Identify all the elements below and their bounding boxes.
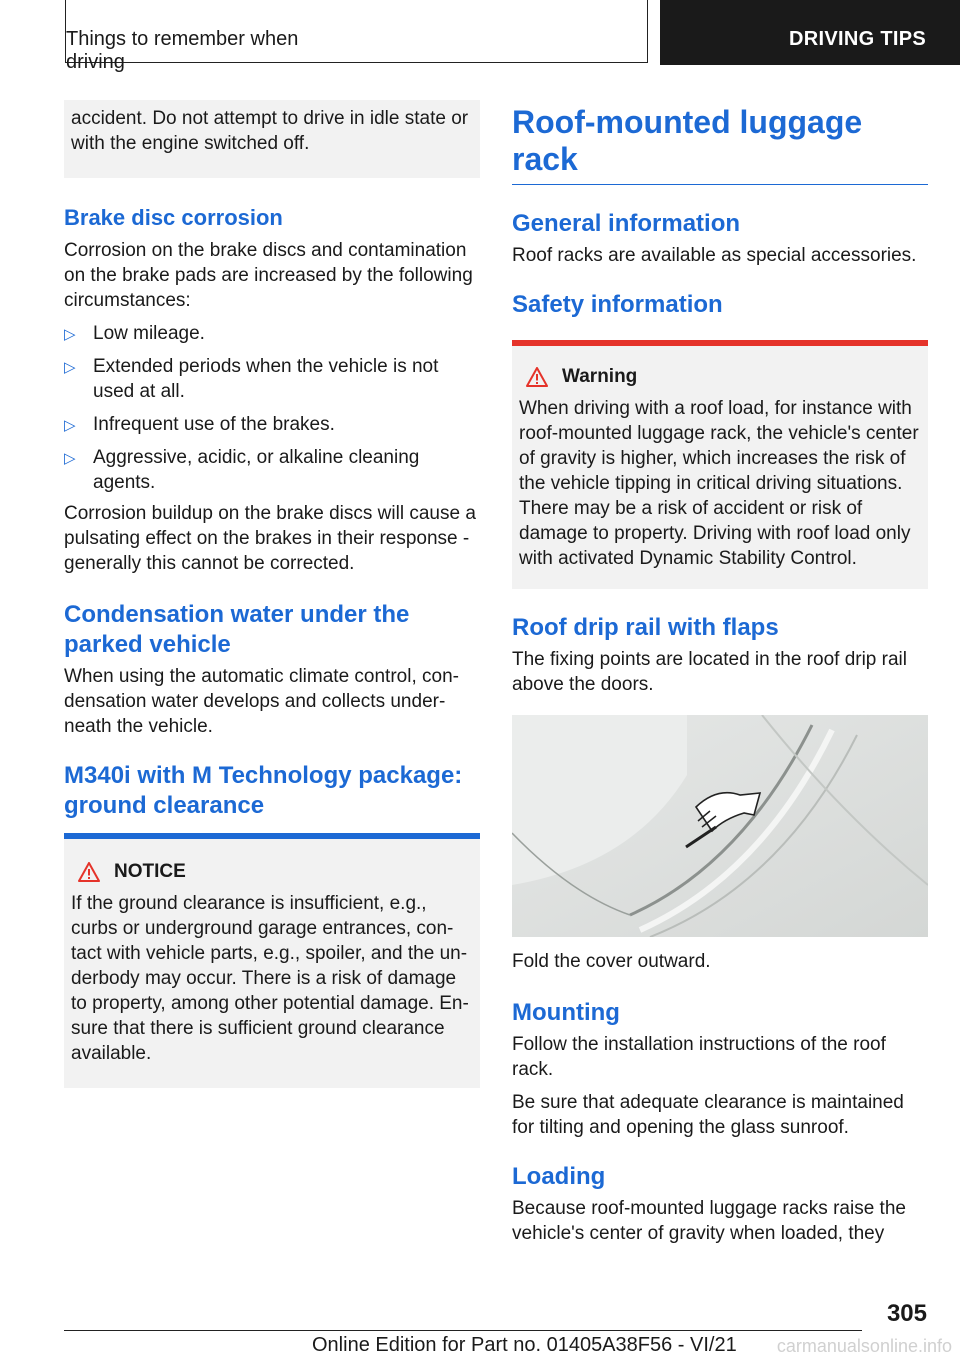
fold-cover-text: Fold the cover outward. <box>512 951 711 972</box>
bullet-triangle-icon: ▷ <box>64 359 76 376</box>
loading-heading: Loading <box>512 1163 606 1190</box>
drip-rail-heading: Roof drip rail with flaps <box>512 614 779 641</box>
notice-text: If the ground clearance is insufficient, e.g., curbs or underground garage entrances, contact with vehicle parts, e.g., spoiler, and the underbody may occur. There is a risk of damage to property, among other potential damage. Ensure that there is sufficient ground clearance available. <box>71 893 469 1064</box>
right-column <box>512 104 928 1246</box>
drip-rail-text: The fixing points are located in the roof drip rail above the doors. <box>512 649 907 695</box>
list-item: ▷ Infrequent use of the brakes. <box>64 412 480 437</box>
loading-text: Because roof-mounted luggage racks raise the vehicle's center of gravity when loaded, they <box>512 1198 906 1244</box>
chapter-title: DRIVING TIPS <box>789 28 926 50</box>
left-column <box>64 100 480 1088</box>
roof-drip-rail-illustration <box>512 715 928 937</box>
watermark: carmanualsonline.info <box>776 1336 952 1356</box>
page-title: Roof-mounted luggage rack <box>512 104 863 177</box>
mounting-text-2: Be sure that adequate clearance is maintained for tilting and opening the glass sunroof. <box>512 1092 904 1138</box>
running-header-box <box>65 0 648 73</box>
bullet-triangle-icon: ▷ <box>64 417 76 434</box>
condensation-text: When using the automatic climate control, condensation water develops and collects underneath the vehicle. <box>64 666 459 737</box>
notice-box <box>64 839 480 1088</box>
condensation-heading: Condensation water under the parked vehicle <box>64 601 410 658</box>
warning-triangle-icon <box>78 862 100 882</box>
title-rule <box>512 184 928 185</box>
list-item: ▷ Aggressive, acidic, or alkaline cleaning agents. <box>64 447 420 493</box>
warning-box <box>512 346 928 589</box>
general-info-text: Roof racks are available as special accessories. <box>512 245 917 266</box>
general-info-heading: General information <box>512 210 741 237</box>
list-item: ▷ Low mileage. <box>64 321 480 346</box>
continued-note-text: accident. Do not attempt to drive in idle state or with the engine switched off. <box>71 108 469 154</box>
notice-label: NOTICE <box>114 861 186 882</box>
footer-edition: Online Edition for Part no. 01405A38F56 - VI/21 <box>312 1334 737 1356</box>
m340i-heading: M340i with M Technology package: ground clearance <box>64 762 463 819</box>
mounting-text-1: Follow the installation instructions of the roof rack. <box>512 1034 886 1080</box>
continued-note-box <box>64 100 480 178</box>
bullet-triangle-icon: ▷ <box>64 450 76 467</box>
list-item: ▷ Extended periods when the vehicle is not used at all. <box>64 356 439 402</box>
chapter-tab <box>660 0 960 65</box>
brake-outro-text: Corrosion buildup on the brake discs will cause a pulsating effect on the brakes in their response - generally this cannot be corrected. <box>64 503 476 574</box>
brake-disc-heading: Brake disc corrosion <box>64 205 283 230</box>
warning-text: When driving with a roof load, for instance with roof-mounted luggage rack, the vehicle's center of gravity is higher, which increases the risk of the vehicle tipping in critical driving situations. There may be a risk of accident or risk of damage to property. Driving with roof load only with activated Dynamic Stability Control. <box>519 398 919 569</box>
brake-intro-text: Corrosion on the brake discs and contamination on the brake pads are increased by the following circumstances: <box>64 240 473 311</box>
warning-label: Warning <box>562 366 638 387</box>
footer-rule <box>64 1330 862 1331</box>
mounting-heading: Mounting <box>512 999 620 1026</box>
brake-bullet-list <box>64 321 480 495</box>
page-number: 305 <box>886 1300 927 1327</box>
safety-info-heading: Safety information <box>512 291 723 318</box>
warning-header <box>519 366 921 388</box>
bullet-triangle-icon: ▷ <box>64 326 76 343</box>
notice-header <box>71 861 473 883</box>
running-header-section: Things to remember when driving <box>66 28 299 73</box>
warning-triangle-icon <box>526 367 548 387</box>
